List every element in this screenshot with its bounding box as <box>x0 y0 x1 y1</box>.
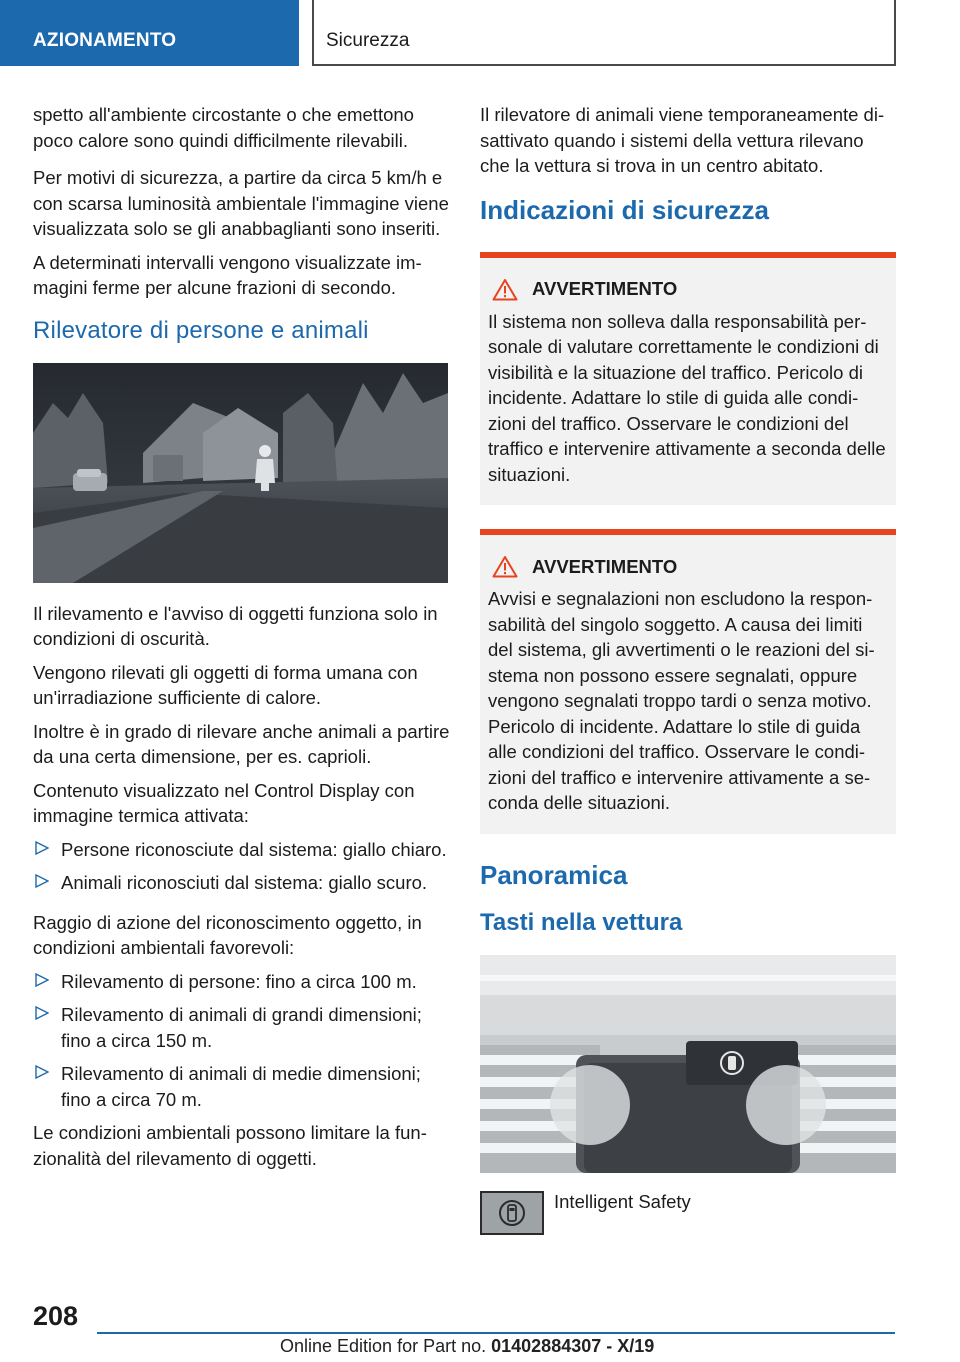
bullet-list <box>33 969 451 1113</box>
paragraph: Per motivi di sicurezza, a partire da circa 5 km/h e con scarsa luminosità ambientale l'immagine viene visualizzata solo se gli anabbaglianti sono inseriti. <box>33 167 449 239</box>
header-chapter-box <box>312 0 896 66</box>
warning-triangle-icon <box>492 555 518 578</box>
list-item-text: Rilevamento di animali di medie dimensioni; fino a circa 70 m. <box>61 1063 421 1110</box>
warning-box <box>480 252 896 506</box>
bullet-list <box>33 837 451 896</box>
triangle-bullet-icon <box>35 973 49 987</box>
list-item-text: Persone riconosciute dal sistema: giallo chiaro. <box>61 838 447 860</box>
list-item-text: Animali riconosciuti dal sistema: giallo scuro. <box>61 872 428 893</box>
left-column <box>33 102 451 1183</box>
intelligent-safety-button-image <box>480 1191 544 1235</box>
right-column <box>480 102 896 1235</box>
header-section-tab <box>0 0 299 66</box>
paragraph: spetto all'ambiente circostante o che emettono poco calore sono quindi difficilmente rilevabili. <box>33 104 414 151</box>
list-item <box>33 969 451 995</box>
section-heading: Indicazioni di sicurezza <box>480 194 769 225</box>
header-chapter-title: Sicurezza <box>326 30 410 51</box>
paragraph: A determinati intervalli vengono visualizzate immagini ferme per alcune frazioni di secondo. <box>33 251 422 298</box>
paragraph: Inoltre è in grado di rilevare anche animali a partire da una certa dimensione, per es. caprioli. <box>33 720 450 767</box>
paragraph: Vengono rilevati gli oggetti di forma umana con un'irradiazione sufficiente di calore. <box>33 661 418 708</box>
paragraph: Il rilevamento e l'avviso di oggetti funziona solo in condizioni di oscurità. <box>33 602 438 649</box>
footer-edition <box>280 1336 654 1357</box>
triangle-bullet-icon <box>35 841 49 855</box>
warning-text: Avvisi e segnalazioni non escludono la responsabilità del singolo soggetto. A causa dei limiti del sistema, gli avvertimenti o le reazioni del sistema non possono essere segnalati, oppure vengono segnalati troppo tardi o senza motivo. Pericolo di incidente. Adattare lo stile di guida alle condizioni del traffico. Osservare le condizioni del traffico e intervenire attivamente a seconda delle situazioni. <box>488 588 875 813</box>
triangle-bullet-icon <box>35 1006 49 1020</box>
triangle-bullet-icon <box>35 874 49 888</box>
list-item <box>33 1002 451 1053</box>
warning-text: Il sistema non solleva dalla responsabilità personale di valutare correttamente le condizioni di visibilità e la situazione del traffico. Pericolo di incidente. Adattare lo stile di guida alle condizioni del traffico. Osservare le condizioni del traffico e intervenire attivamente a seconda delle situazioni. <box>488 310 886 485</box>
warning-box <box>480 529 896 834</box>
warning-header <box>488 555 888 578</box>
subsection-heading: Tasti nella vettura <box>480 908 683 936</box>
warning-triangle-icon <box>492 278 518 301</box>
button-label: Intelligent Safety <box>554 1190 691 1212</box>
intelligent-safety-icon <box>482 1193 542 1233</box>
warning-header <box>488 278 888 301</box>
footer-rule <box>97 1332 895 1334</box>
paragraph: Contenuto visualizzato nel Control Display con immagine termica attivata: <box>33 779 415 826</box>
thermal-image <box>33 363 448 583</box>
triangle-bullet-icon <box>35 1065 49 1079</box>
section-heading: Panoramica <box>480 859 628 890</box>
dashboard-buttons-image <box>480 955 896 1173</box>
footer-part-number: 01402884307 - X/19 <box>491 1336 655 1356</box>
header-section-title: AZIONAMENTO <box>33 30 177 51</box>
list-item-text: Rilevamento di persone: fino a circa 100 m. <box>61 970 417 992</box>
list-item <box>33 1061 451 1112</box>
paragraph: Raggio di azione del riconoscimento oggetto, in condizioni ambientali favorevoli: <box>33 911 422 958</box>
button-legend-row <box>480 1191 896 1235</box>
list-item <box>33 837 451 863</box>
section-heading: Rilevatore di persone e animali <box>33 316 369 344</box>
paragraph: Le condizioni ambientali possono limitare la funzionalità del rilevamento di oggetti. <box>33 1122 427 1169</box>
footer-edition-prefix: Online Edition for Part no. <box>280 1336 492 1356</box>
page-number: 208 <box>33 1301 79 1331</box>
list-item-text: Rilevamento di animali di grandi dimensioni; fino a circa 150 m. <box>61 1004 422 1051</box>
list-item <box>33 870 451 896</box>
paragraph: Il rilevatore di animali viene temporaneamente disattivato quando i sistemi della vettura rilevano che la vettura si trova in un centro abitato. <box>480 104 885 176</box>
warning-title: AVVERTIMENTO <box>532 555 678 577</box>
warning-title: AVVERTIMENTO <box>532 278 678 299</box>
